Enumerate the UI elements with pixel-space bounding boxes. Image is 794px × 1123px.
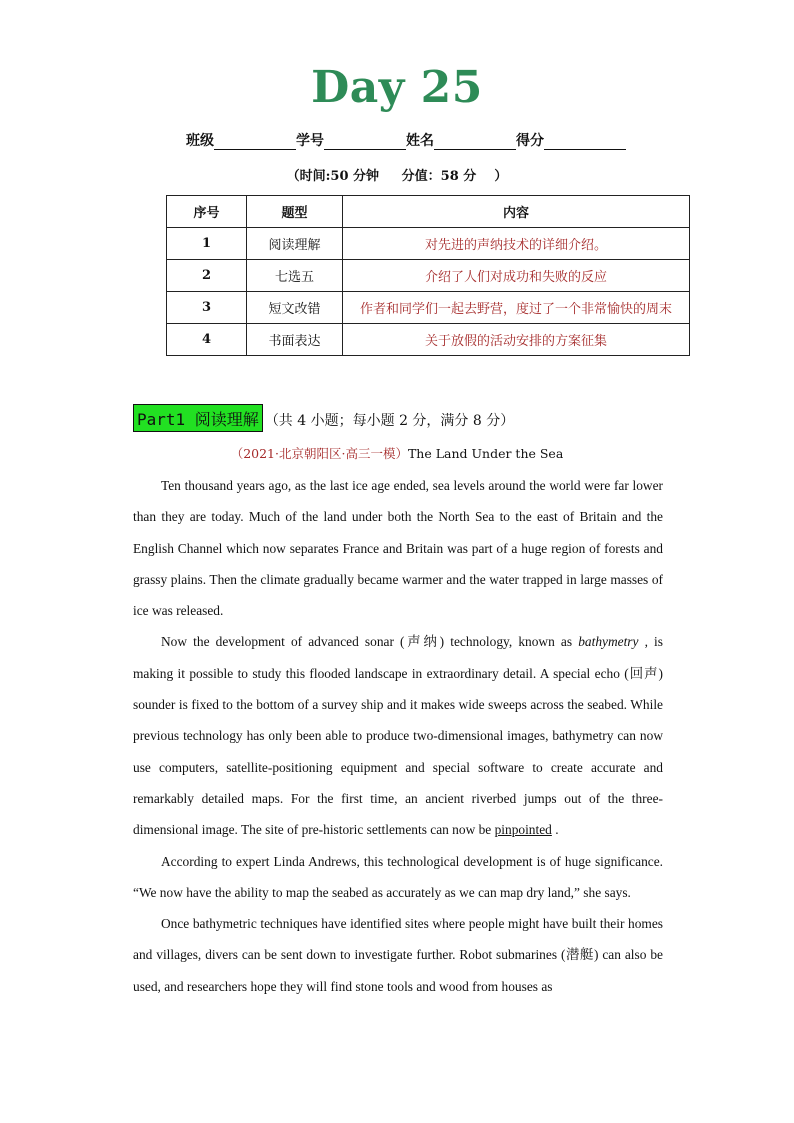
- paragraph-3: According to expert Linda Andrews, this technological development is of huge significance. “We now have the ability to map the seabed as accurately as we can map dry land,” she says.: [133, 853, 663, 900]
- name-label: 姓名: [406, 133, 434, 149]
- passage-source-line: [0, 444, 794, 462]
- paragraph-4: Once bathymetric techniques have identified sites where people might have built their homes and villages, divers can be sent down to investigate further. Robot submarines (潜艇) can also be used, and researchers hope they will find stone tools and wood from houses as: [133, 916, 663, 994]
- header-number: 序号: [167, 196, 247, 228]
- row-number: 2: [167, 260, 247, 292]
- row-content: 介绍了人们对成功和失败的反应: [343, 260, 690, 292]
- class-label: 班级: [186, 133, 214, 149]
- header-content: 内容: [343, 196, 690, 228]
- paragraph-2-text-c: .: [551, 822, 559, 838]
- overview-table: [166, 195, 690, 356]
- row-type: 七选五: [247, 260, 343, 292]
- student-info-line: [186, 130, 626, 150]
- underlined-word-pinpointed: pinpointed: [494, 822, 552, 838]
- row-number: 4: [167, 324, 247, 356]
- score-blank: [544, 135, 626, 150]
- student-number-label: 学号: [296, 133, 324, 149]
- part-heading: [133, 404, 514, 432]
- student-number-blank: [324, 135, 406, 150]
- term-bathymetry: bathymetry: [578, 634, 639, 650]
- row-number: 1: [167, 228, 247, 260]
- score-label: 得分: [516, 133, 544, 149]
- paragraph-2-text-a: Now the development of advanced sonar (声纳) technology, known as: [161, 634, 579, 650]
- header-type: 题型: [247, 196, 343, 228]
- row-type: 阅读理解: [247, 228, 343, 260]
- table-row: [167, 292, 690, 324]
- part-label: Part1 阅读理解: [133, 404, 263, 432]
- class-blank: [214, 135, 296, 150]
- row-content: 关于放假的活动安排的方案征集: [343, 324, 690, 356]
- name-blank: [434, 135, 516, 150]
- passage-title: The Land Under the Sea: [407, 446, 564, 461]
- row-content: 作者和同学们一起去野营，度过了一个非常愉快的周末: [343, 292, 690, 324]
- table-row: [167, 324, 690, 356]
- table-header-row: [167, 196, 690, 228]
- table-row: [167, 228, 690, 260]
- part-scoring-note: （共 4 小题；每小题 2 分，满分 8 分）: [264, 413, 515, 429]
- reading-passage: [133, 470, 663, 1002]
- page-title: Day 25: [311, 62, 483, 113]
- paragraph-2: [133, 626, 663, 845]
- table-row: [167, 260, 690, 292]
- paragraph-2-text-b: , is making it possible to study this flooded landscape in extraordinary detail. A special echo (回声) sounder is fixed to the bottom of a survey ship and it makes wide sweeps across the seabed. While previous technology has only been able to produce two-dimensional images, bathymetry can now use computers, satellite-positioning equipment and special software to create accurate and remarkably detailed maps. For the first time, an ancient riverbed jumps out of the three-dimensional image. The site of pre-historic settlements can now be: [133, 634, 663, 838]
- passage-origin: （2021·北京朝阳区·高三一模）: [230, 446, 408, 461]
- paragraph-1: Ten thousand years ago, as the last ice age ended, sea levels around the world were far lower than they are today. Much of the land under both the North Sea to the east of Britain and the English Channel which now separates France and Britain was part of a huge region of forests and grassy plains. Then the climate gradually became warmer and the water trapped in large masses of ice was released.: [133, 478, 663, 619]
- row-content: 对先进的声纳技术的详细介绍。: [343, 228, 690, 260]
- time-score-line: （时间:50 分钟 分值：58 分 ）: [286, 169, 508, 184]
- row-number: 3: [167, 292, 247, 324]
- row-type: 短文改错: [247, 292, 343, 324]
- row-type: 书面表达: [247, 324, 343, 356]
